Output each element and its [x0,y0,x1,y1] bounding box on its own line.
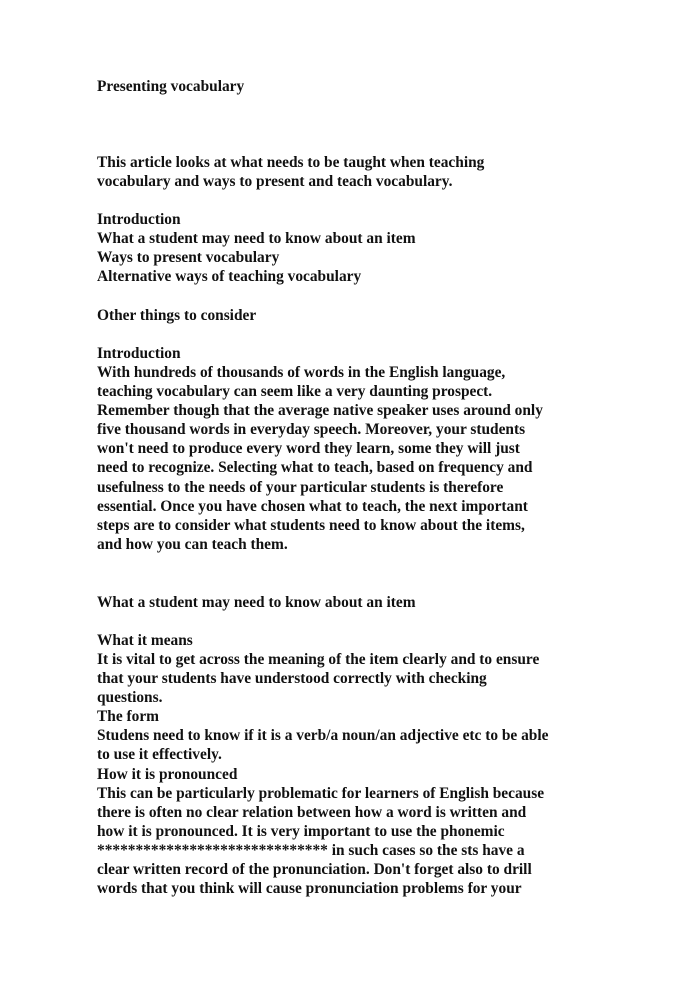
paragraph-line: teaching vocabulary can seem like a very daunting prospect. [97,383,493,400]
paragraph-line: usefulness to the needs of your particular students is therefore [97,479,504,496]
section-heading-introduction: Introduction [97,345,181,362]
paragraph-line: It is vital to get across the meaning of the item clearly and to ensure [97,651,540,668]
paragraph-line: that your students have understood correctly with checking [97,670,487,687]
contents-item: What a student may need to know about an item [97,230,416,247]
paragraph-line: there is often no clear relation between how a word is written and [97,804,527,821]
paragraph-line: and how you can teach them. [97,536,288,553]
paragraph-line: essential. Once you have chosen what to teach, the next important [97,498,528,515]
paragraph-line: This can be particularly problematic for learners of English because [97,785,545,802]
intro-line: This article looks at what needs to be taught when teaching [97,154,485,171]
paragraph-line: five thousand words in everyday speech. Moreover, your students [97,421,526,438]
paragraph-line: how it is pronounced. It is very important to use the phonemic [97,823,505,840]
paragraph-line: Studens need to know if it is a verb/a noun/an adjective etc to be able [97,727,549,744]
paragraph-line: to use it effectively. [97,746,222,763]
paragraph-line: words that you think will cause pronunciation problems for your [97,880,522,897]
subheading-meaning: What it means [97,632,193,649]
intro-line: vocabulary and ways to present and teach vocabulary. [97,173,453,190]
subheading-form: The form [97,708,159,725]
paragraph-line: With hundreds of thousands of words in the English language, [97,364,506,381]
paragraph-line: questions. [97,689,163,706]
section-heading-item-knowledge: What a student may need to know about an item [97,594,416,611]
subheading-pronunciation: How it is pronounced [97,766,238,783]
paragraph-line: need to recognize. Selecting what to teach, based on frequency and [97,459,533,476]
contents-item: Ways to present vocabulary [97,249,280,266]
contents-item: Introduction [97,211,181,228]
paragraph-line: steps are to consider what students need to know about the items, [97,517,525,534]
document-title: Presenting vocabulary [97,78,245,95]
paragraph-line: Remember though that the average native speaker uses around only [97,402,543,419]
paragraph-line: clear written record of the pronunciation. Don't forget also to drill [97,861,532,878]
contents-item: Other things to consider [97,307,257,324]
contents-item: Alternative ways of teaching vocabulary [97,268,362,285]
paragraph-line: ****************************** in such cases so the sts have a [97,842,525,859]
paragraph-line: won't need to produce every word they learn, some they will just [97,440,520,457]
